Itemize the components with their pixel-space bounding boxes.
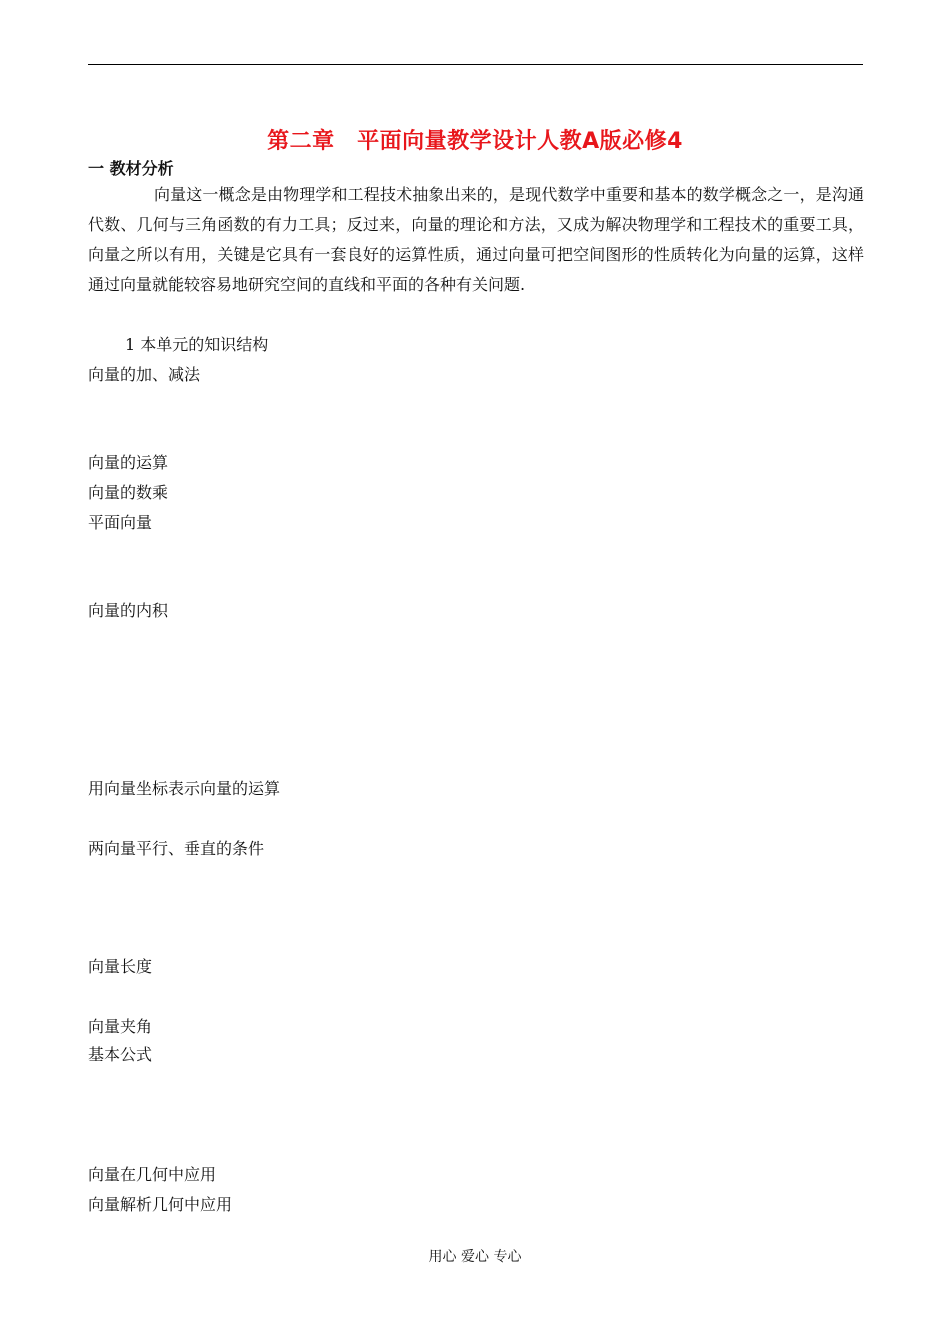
structure-item-coordinate-operations: 用向量坐标表示向量的运算 xyxy=(88,779,281,798)
knowledge-structure-heading: 1 本单元的知识结构 xyxy=(125,335,269,354)
structure-item-scalar-multiplication: 向量的数乘 xyxy=(88,483,169,502)
page-footer: 用心 爱心 专心 xyxy=(428,1249,522,1265)
structure-item-operations: 向量的运算 xyxy=(88,453,169,472)
structure-item-plane-vector: 平面向量 xyxy=(88,513,153,532)
structure-item-analytic-geometry-application: 向量解析几何中应用 xyxy=(88,1195,233,1214)
structure-item-angle: 向量夹角 xyxy=(88,1017,153,1036)
structure-item-inner-product: 向量的内积 xyxy=(88,601,169,620)
structure-item-parallel-perpendicular: 两向量平行、垂直的条件 xyxy=(88,839,265,858)
document-title: 第二章 平面向量教学设计人教A版必修4 xyxy=(267,129,683,154)
structure-item-basic-formula: 基本公式 xyxy=(88,1045,153,1064)
structure-item-length: 向量长度 xyxy=(88,957,153,976)
structure-item-add-subtract: 向量的加、减法 xyxy=(88,365,201,384)
section-heading: 一 教材分析 xyxy=(88,159,174,178)
structure-item-geometry-application: 向量在几何中应用 xyxy=(88,1165,217,1184)
header-rule xyxy=(88,64,863,65)
intro-paragraph: 向量这一概念是由物理学和工程技术抽象出来的，是现代数学中重要和基本的数学概念之一，是沟通代数、几何与三角函数的有力工具；反过来，向量的理论和方法，又成为解决物理学和工程技术的重要工具，向量之所以有用，关键是它具有一套良好的运算性质，通过向量可把空间图形的性质转化为向量的运算，这样通过向量就能较容易地研究空间的直线和平面的各种有关问题. xyxy=(88,185,864,294)
